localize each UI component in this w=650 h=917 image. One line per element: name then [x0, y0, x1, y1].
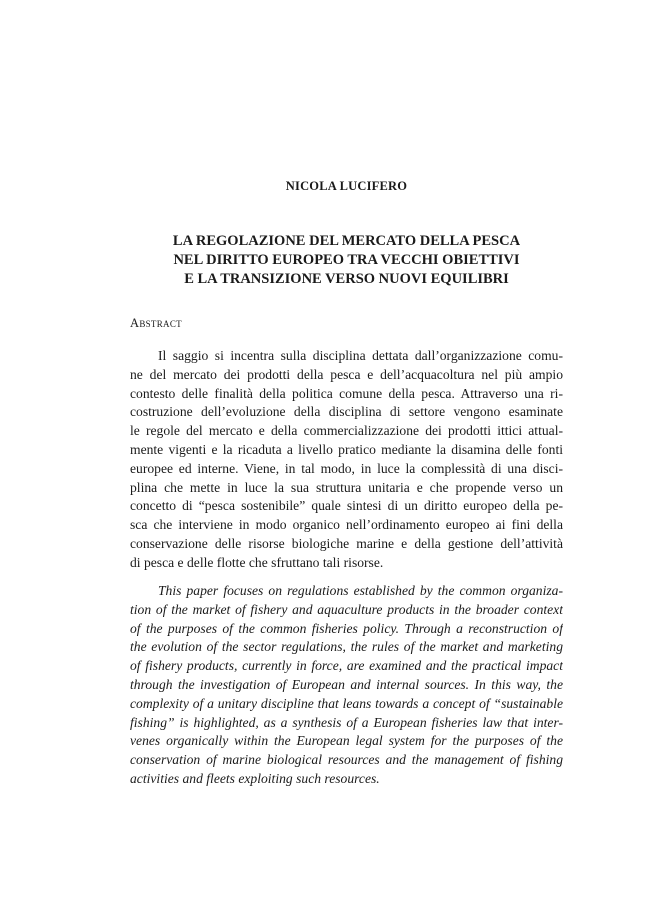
text-line: ne del mercato dei prodotti della pesca e dell’acquacoltura nel più ampio — [130, 366, 563, 382]
text-line: through the investigation of European and internal sources. In this way, the — [130, 676, 563, 692]
text-line: concetto di “pesca sostenibile” quale sintesi di un diritto europeo della pe- — [130, 498, 563, 514]
author-name: NICOLA LUCIFERO — [285, 179, 408, 193]
text-line: contesto delle finalità della politica comune della pesca. Attraverso una ri- — [130, 385, 563, 401]
text-line: conservazione delle risorse biologiche marine e della gestione dell’attività — [130, 535, 563, 551]
text-line: the evolution of the sector regulations, the rules of the market and marketing — [130, 639, 563, 655]
abstract-heading: Abstract — [130, 316, 182, 330]
text-line: fishing” is highlighted, as a synthesis of a European fisheries law that inter- — [130, 714, 563, 730]
text-line: di pesca e delle flotte che sfruttano tali risorse. — [130, 554, 384, 570]
text-line: europee ed interne. Viene, in tal modo, in luce la complessità di una disci- — [130, 460, 563, 476]
text-line: venes organically within the European legal system for the purposes of the — [130, 733, 563, 749]
title-line: NEL DIRITTO EUROPEO TRA VECCHI OBIETTIVI — [173, 252, 520, 268]
text-line: costruzione dell’evoluzione della disciplina di settore vengono esaminate — [130, 404, 563, 420]
text-line: plina che mette in luce la sua struttura unitaria e che propende verso un — [130, 479, 563, 495]
paper-title — [130, 232, 563, 289]
abstract-english — [130, 582, 563, 789]
abstract-italian — [130, 347, 563, 573]
text-line: of the purposes of the common fisheries policy. Through a reconstruction of — [130, 620, 563, 636]
text-line: mente vigenti e la ricaduta a livello pratico mediante la disamina delle fonti — [130, 441, 563, 457]
text-line: This paper focuses on regulations established by the common organiza- — [158, 583, 563, 598]
text-line: complexity of a unitary discipline that leans towards a concept of “sustainable — [130, 695, 563, 711]
text-line: tion of the market of fishery and aquaculture products in the broader context — [130, 601, 563, 617]
title-line: E LA TRANSIZIONE VERSO NUOVI EQUILIBRI — [184, 271, 509, 287]
text-line: activities and fleets exploiting such resources. — [130, 770, 380, 786]
text-line: le regole del mercato e della commercializzazione dei prodotti ittici attual- — [130, 423, 563, 439]
text-line: sca che interviene in modo organico nell’ordinamento europeo ai fini della — [130, 517, 563, 533]
title-line: LA REGOLAZIONE DEL MERCATO DELLA PESCA — [172, 233, 521, 249]
text-line: of fishery products, currently in force, are examined and the practical impact — [130, 658, 563, 674]
text-line: conservation of marine biological resources and the management of fishing — [130, 752, 563, 768]
text-line: Il saggio si incentra sulla disciplina dettata dall’organizzazione comu- — [158, 348, 563, 363]
